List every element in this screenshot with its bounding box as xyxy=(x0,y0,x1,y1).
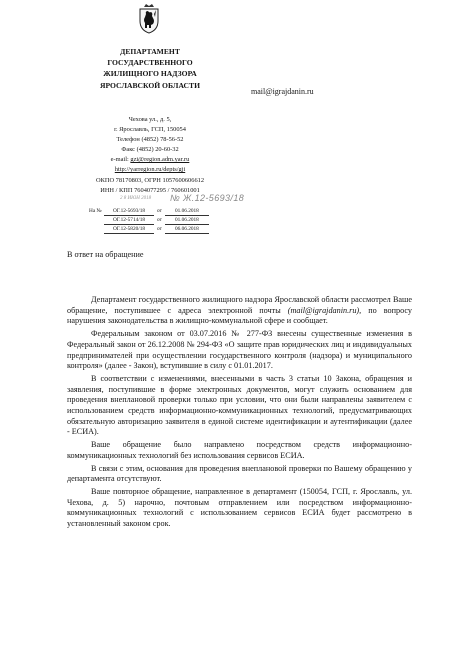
paragraph-conditions: В соответствии с изменениями, внесенными в часть 3 статьи 10 Закона, обращения и заявления, поступившие в форме электронных документов, могут служить основанием для проведения внеплановой проверки только при условии, что они были направлены заявителем с использованием средств информационно-коммуникационных технологий, предусматривающих обязательную авторизацию заявителя в единой системе идентификации и аутентификации (далее - ЕСИА). xyxy=(67,373,412,437)
reference-from: от xyxy=(157,217,162,224)
reference-row xyxy=(89,225,239,234)
coat-of-arms-icon xyxy=(137,4,161,34)
inn-kpp: ИНН / КПП 7604077295 / 760601001 xyxy=(100,186,200,194)
address-street: Чехова ул., д. 5, xyxy=(128,116,172,123)
reference-label xyxy=(89,216,104,225)
reference-row xyxy=(89,216,239,225)
intro-text-end: по вопросу нарушения законодательства в жилищно-коммунальной сфере и сообщает. xyxy=(67,305,412,326)
department-line: ДЕПАРТАМЕНТ xyxy=(120,47,180,56)
reference-from: от xyxy=(157,226,162,233)
subject-line: В ответ на обращение xyxy=(67,250,144,259)
reference-number: ОГ.12-5714/18 xyxy=(104,216,154,225)
reference-number: ОГ.12-5693/18 xyxy=(104,207,154,216)
department-line: ЖИЛИЩНОГО НАДЗОРА xyxy=(103,69,197,79)
phone-number: Телефон (4852) 78-56-52 xyxy=(116,136,184,144)
applicant-email: (mail@igrajdanin.ru), xyxy=(287,305,362,315)
reference-numbers xyxy=(89,207,239,234)
contact-block xyxy=(55,115,245,196)
stamp-date: 2 8 ИЮН 2018 xyxy=(120,196,152,201)
paragraph-intro xyxy=(67,295,412,327)
address-city: г. Ярославль, ГСП, 150054 xyxy=(114,126,186,134)
paragraph-no-esia: Ваше обращение было направлено посредством средств информационно-коммуникационных технологий без использования сервисов ЕСИА. xyxy=(67,440,412,460)
reference-date: 01.06.2018 xyxy=(165,216,209,225)
recipient-email: mail@igrajdanin.ru xyxy=(251,87,314,96)
reference-from: от xyxy=(157,208,162,214)
reference-row xyxy=(89,207,239,216)
department-email-link[interactable]: gzi@region.adm.yar.ru xyxy=(130,156,190,164)
email-label: e-mail: xyxy=(110,156,129,164)
reference-date: 01.06.2018 xyxy=(165,207,209,216)
letter-body xyxy=(67,295,412,532)
intro-text: Департамент государственного жилищного надзора Ярославской области рассмотрел Ваше обращение, поступившее с адреса электронной почты xyxy=(67,295,412,315)
paragraph-law: Федеральным законом от 03.07.2016 № 277-ФЗ внесены существенные изменения в Федеральный закон от 26.12.2008 № 294-ФЗ «О защите прав юридических лиц и индивидуальных предпринимателей при осуществлении государственного контроля (надзора) и муниципального контроля» (далее - Закон), вступившие в силу с 01.01.2017. xyxy=(67,329,412,371)
reference-date: 06.06.2018 xyxy=(165,225,209,234)
fax-number: Факс (4852) 20-60-32 xyxy=(121,146,179,154)
department-line: ЯРОСЛАВСКОЙ ОБЛАСТИ xyxy=(99,80,201,90)
outgoing-number: № Ж.12-5693/18 xyxy=(170,193,245,203)
reference-number: ОГ.12-5820/18 xyxy=(104,225,154,234)
department-line: ГОСУДАРСТВЕННОГО xyxy=(107,58,193,68)
website-link[interactable]: http://yarregion.ru/depts/gji xyxy=(114,166,186,174)
paragraph-conclusion: В связи с этим, основания для проведения внеплановой проверки по Вашему обращению у департамента отсутствуют. xyxy=(67,463,412,484)
reference-label xyxy=(89,225,104,234)
registration-stamp xyxy=(120,195,250,207)
email-line xyxy=(55,155,245,165)
reference-label: На № xyxy=(89,208,102,214)
paragraph-resubmission: Ваше повторное обращение, направленное в департамент (150054, ГСП, г. Ярославль, ул. Чехова, д. 5) нарочно, почтовым отправлением или посредством информационно-коммуникационных технологий с использованием сервисов ЕСИА будет рассмотрено в установленный законом срок. xyxy=(67,486,412,529)
department-name xyxy=(60,46,240,91)
okpo-ogrn: ОКПО 78170803, ОГРН 1057600606612 xyxy=(95,176,205,184)
